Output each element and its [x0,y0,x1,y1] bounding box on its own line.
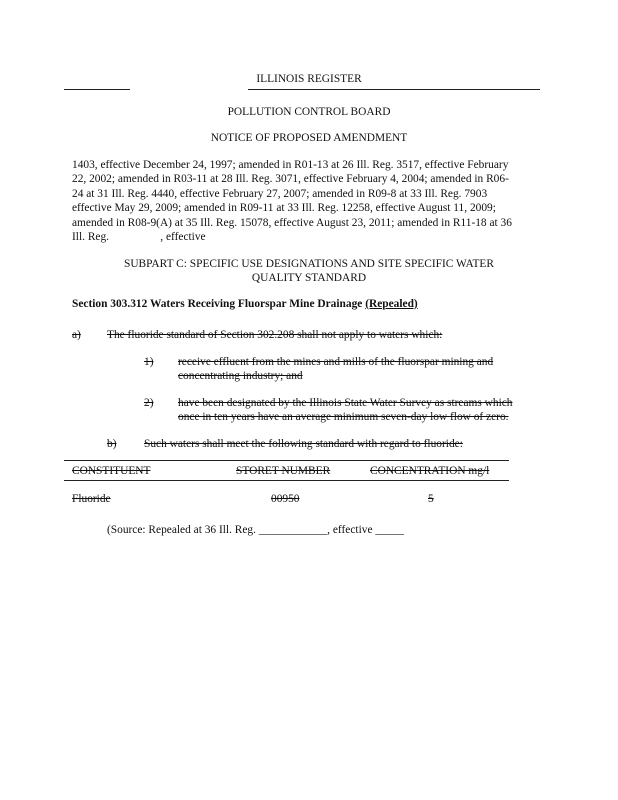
table-cell-concentration: 5 [428,493,434,505]
item-a-label: a) [72,329,81,341]
subpart-heading-line1: SUBPART C: SPECIFIC USE DESIGNATIONS AND SITE SPECIFIC WATER [123,258,494,270]
table-cell-storet: 00950 [271,493,300,505]
history-line: 22, 2002; amended in R03-11 at 28 Ill. Reg. 3071, effective February 4, 2004; amended in R06- [72,173,509,186]
item-a2-label: 2) [144,397,154,409]
table-header-storet: STORET NUMBER [236,465,331,477]
subpart-heading-line2: QUALITY STANDARD [251,272,367,284]
notice-title: NOTICE OF PROPOSED AMENDMENT [210,132,408,144]
section-heading [72,298,418,310]
section-status: (Repealed) [365,298,418,310]
item-a1-line2: concentrating industry; and [178,370,303,382]
header-rule-right [248,89,540,90]
table-header-rule [64,480,509,481]
item-a1-label: 1) [144,356,154,368]
history-line: 24 at 31 Ill. Reg. 4440, effective February 27, 2007; amended in R09-8 at 33 Ill. Reg. 7903 [72,187,488,200]
history-line: amended in R08-9(A) at 35 Ill. Reg. 15078, effective August 23, 2011; amended in R11-18 at 36 [72,216,512,229]
history-line: 1403, effective December 24, 1997; amended in R01-13 at 26 Ill. Reg. 3517, effective February [72,159,509,171]
item-b-text: Such waters shall meet the following standard with regard to fluoride: [144,438,463,450]
item-b-label: b) [107,438,117,450]
item-a1-line1: receive effluent from the mines and mills of the fluorspar mining and [178,356,494,368]
item-a-text: The fluoride standard of Section 302.208 shall not apply to waters which: [107,329,443,341]
table-header-concentration: CONCENTRATION mg/l [370,465,490,477]
table-cell-constituent: Fluoride [72,493,111,505]
item-a2-line1: have been designated by the Illinois State Water Survey as streams which [178,397,513,409]
table-top-rule [64,460,509,461]
section-title: Section 303.312 Waters Receiving Fluorspar Mine Drainage [72,298,363,310]
history-line: effective May 29, 2009; amended in R09-11 at 33 Ill. Reg. 12258, effective August 11, 2009; [72,202,496,215]
history-paragraph [72,158,542,244]
header-rule-left [64,89,130,90]
history-line: Ill. Reg. , effective [72,231,206,244]
table-header-constituent: CONSTITUENT [72,465,151,477]
register-title: ILLINOIS REGISTER [256,73,362,85]
board-title: POLLUTION CONTROL BOARD [227,106,391,118]
source-note: (Source: Repealed at 36 Ill. Reg. ____________, effective _____ [107,524,404,536]
item-a2-line2: once in ten years have an average minimum seven-day low flow of zero. [178,411,509,423]
